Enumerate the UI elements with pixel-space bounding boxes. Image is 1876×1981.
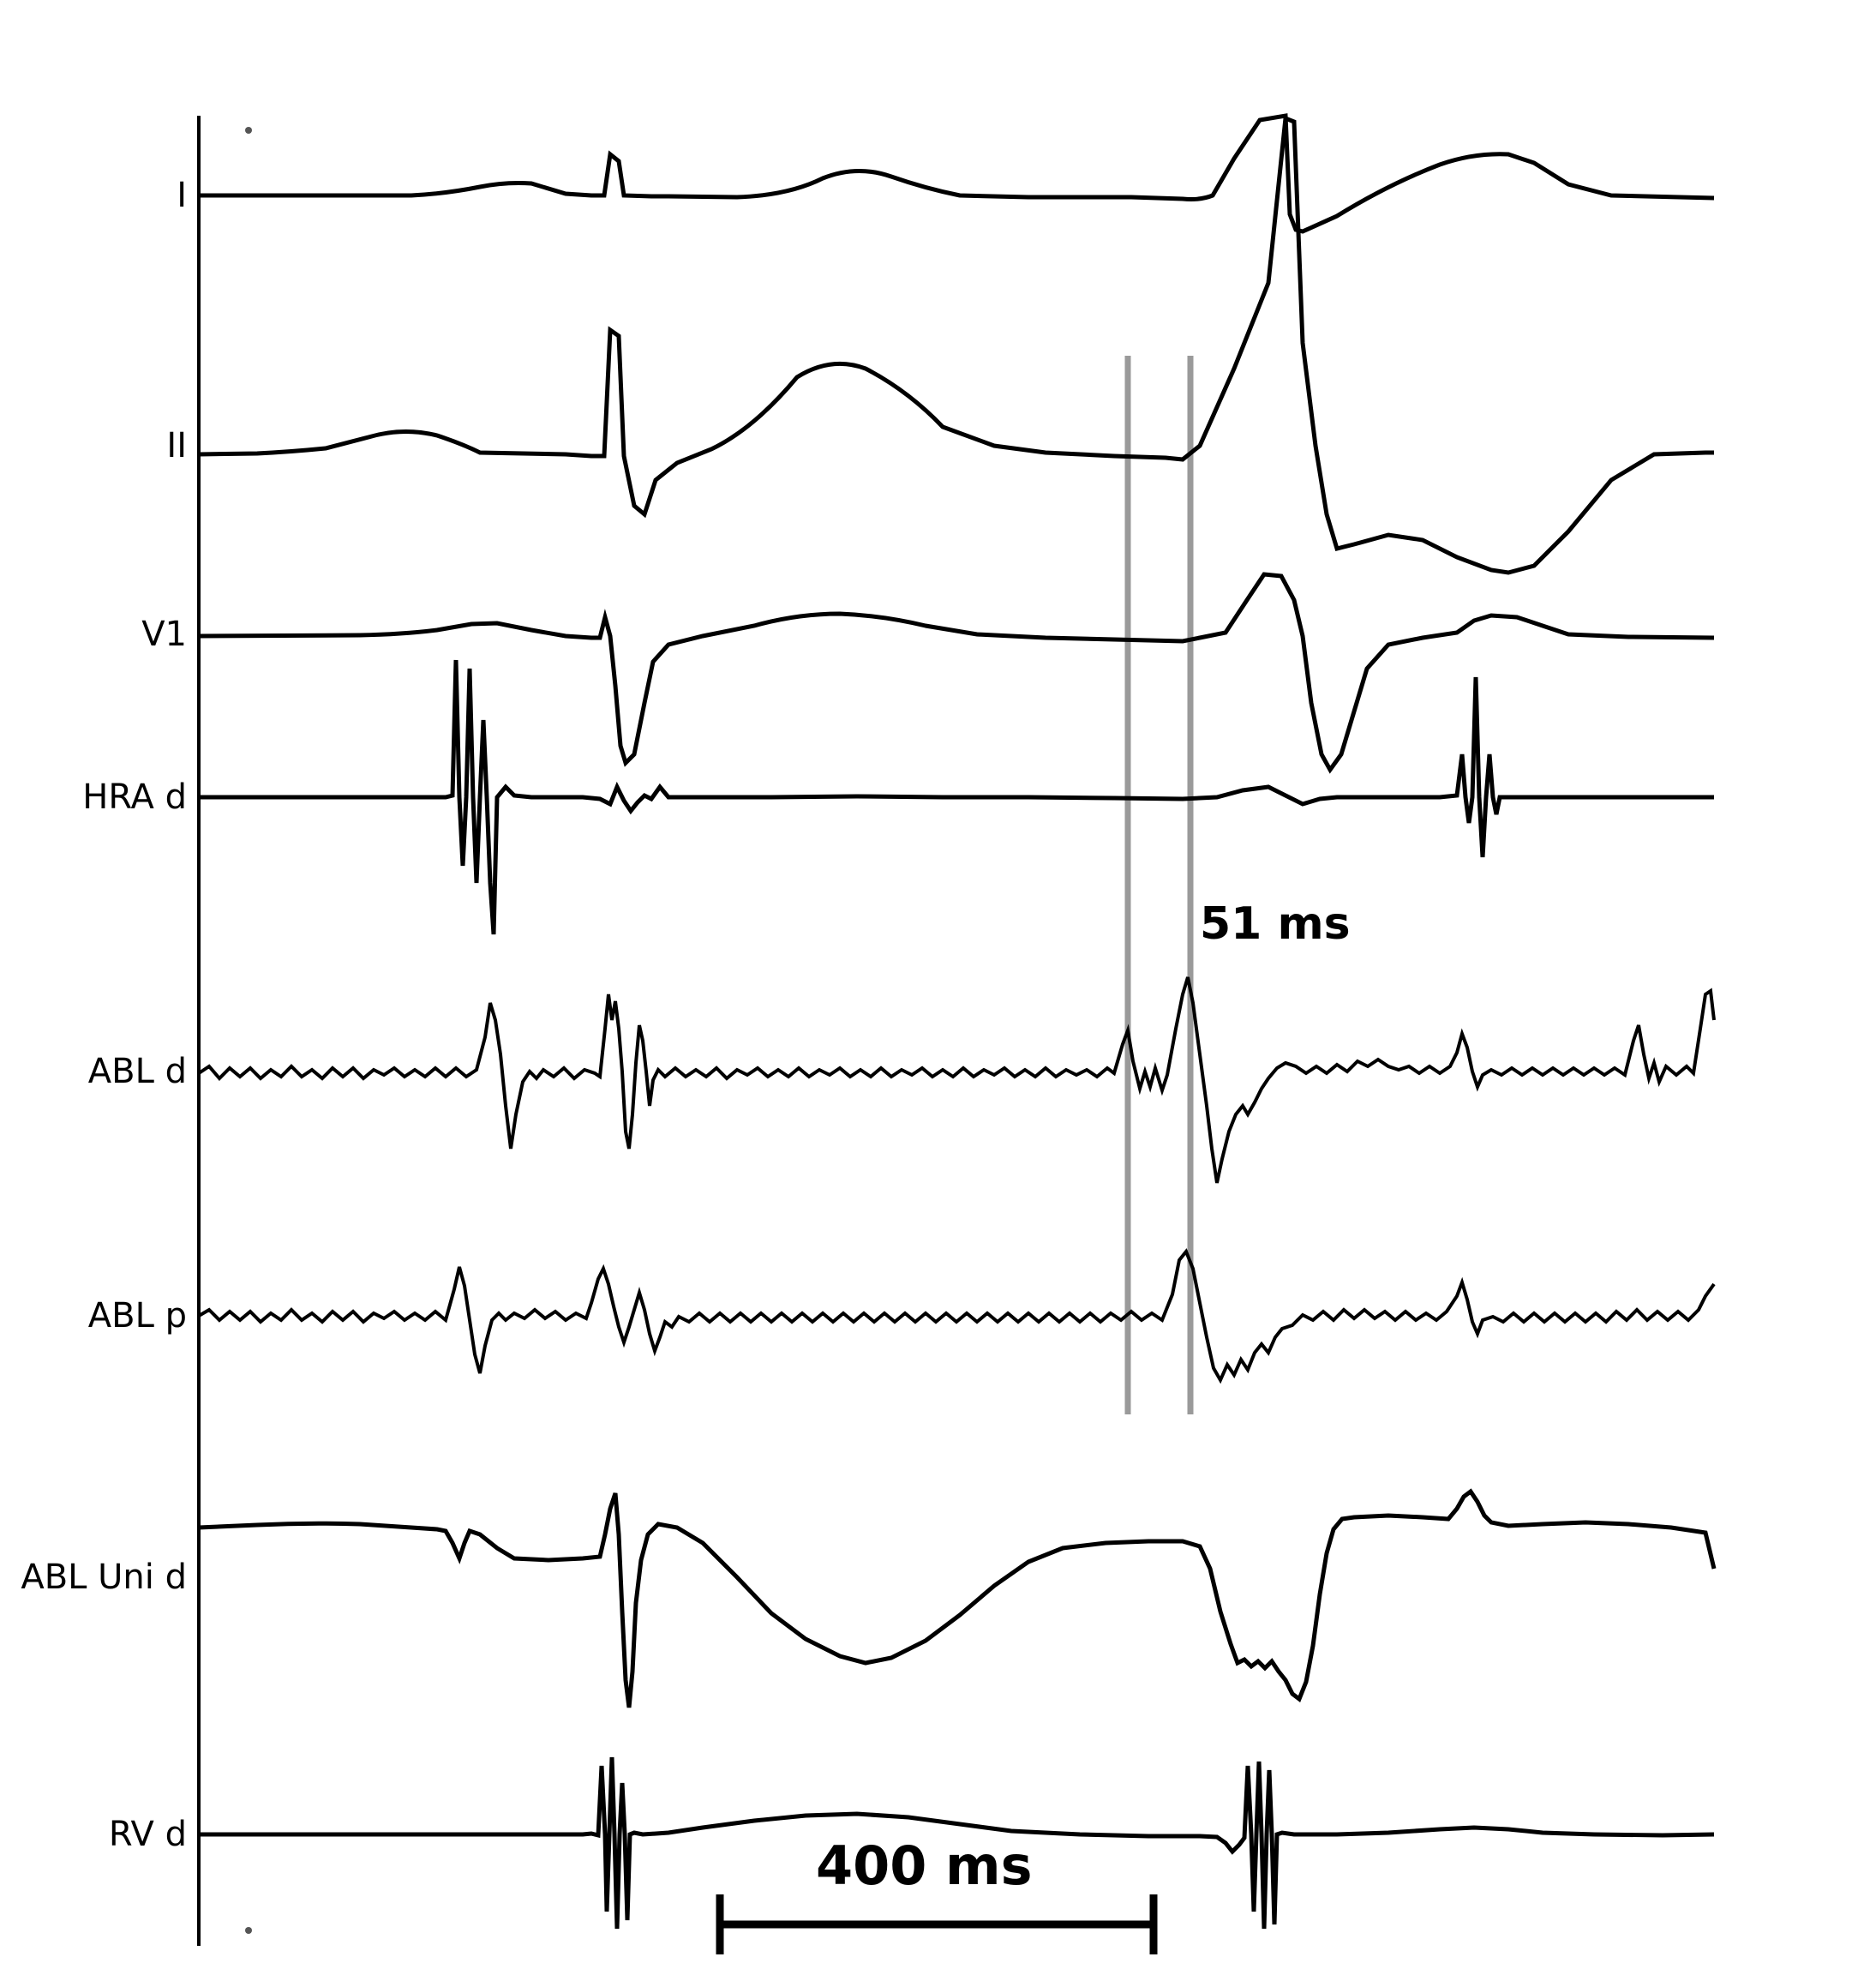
channel-label-abl-d: ABL d bbox=[87, 1052, 187, 1091]
trace-lead-I bbox=[199, 116, 1714, 231]
channel-label-II: II bbox=[166, 426, 187, 465]
channel-label-abl-p: ABL p bbox=[87, 1296, 187, 1336]
axis-top-dot bbox=[245, 127, 252, 134]
channel-label-hra-d: HRA d bbox=[82, 777, 187, 817]
channel-label-rv-d: RV d bbox=[108, 1815, 187, 1854]
trace-lead-II bbox=[199, 118, 1714, 573]
trace-abl-p bbox=[199, 1252, 1714, 1380]
trace-abl-d bbox=[199, 977, 1714, 1183]
time-scale-label: 400 ms bbox=[816, 1834, 1033, 1897]
caliper-interval-label: 51 ms bbox=[1200, 898, 1351, 950]
channel-label-abl-uni-d: ABL Uni d bbox=[21, 1558, 187, 1597]
trace-hra-d bbox=[199, 660, 1714, 934]
trace-abl-uni-d bbox=[199, 1492, 1714, 1708]
time-scale-bar bbox=[718, 1894, 1155, 1954]
trace-lead-V1 bbox=[199, 574, 1714, 770]
channel-label-V1: V1 bbox=[141, 615, 187, 654]
channel-label-I: I bbox=[177, 176, 187, 215]
axis-bottom-dot bbox=[245, 1927, 252, 1934]
